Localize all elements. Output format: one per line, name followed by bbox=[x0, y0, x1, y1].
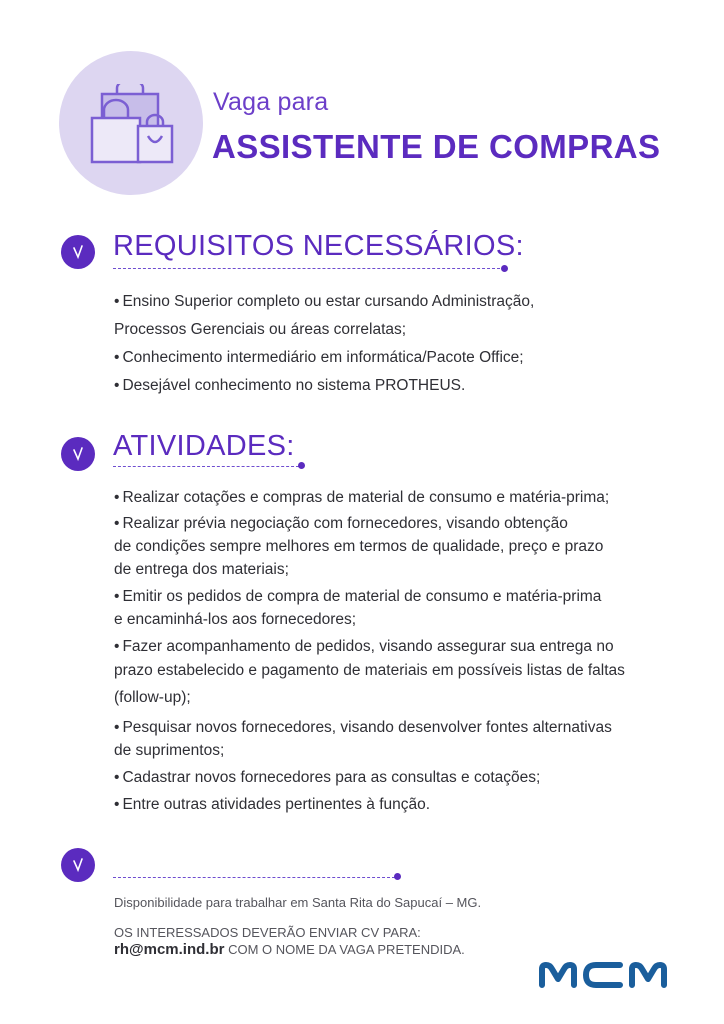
shopping-bags-icon bbox=[84, 84, 180, 168]
divider-dot bbox=[394, 873, 401, 880]
divider-footer bbox=[113, 877, 395, 878]
requisitos-list bbox=[114, 288, 534, 400]
list-item: • Fazer acompanhamento de pedidos, visando assegurar sua entrega no prazo estabelecido e pagamento de materiais em possíveis listas de faltas (follow-up); bbox=[114, 638, 625, 706]
divider-atividades bbox=[113, 466, 299, 467]
mcm-logo bbox=[538, 961, 672, 989]
check-badge-footer bbox=[61, 848, 95, 882]
list-item: • Pesquisar novos fornecedores, visando desenvolver fontes alternativas de suprimentos; bbox=[114, 719, 612, 759]
divider-dot bbox=[501, 265, 508, 272]
check-badge-requisitos bbox=[61, 235, 95, 269]
divider-dot bbox=[298, 462, 305, 469]
check-badge-atividades bbox=[61, 437, 95, 471]
list-item: • Realizar cotações e compras de material de consumo e matéria-prima; bbox=[114, 489, 610, 506]
availability-note: Disponibilidade para trabalhar em Santa Rita do Sapucaí – MG. bbox=[114, 895, 482, 910]
job-title: ASSISTENTE DE COMPRAS bbox=[212, 128, 661, 165]
job-subtitle: Vaga para bbox=[213, 88, 329, 116]
atividades-list bbox=[114, 486, 625, 816]
list-item: • Conhecimento intermediário em informática/Pacote Office; bbox=[114, 349, 524, 366]
list-item: • Cadastrar novos fornecedores para as consultas e cotações; bbox=[114, 769, 541, 786]
list-item: • Realizar prévia negociação com fornecedores, visando obtenção de condições sempre melhores em termos de qualidade, preço e prazo de entrega dos materiais; bbox=[114, 515, 604, 578]
check-icon bbox=[70, 244, 86, 260]
section-title-requisitos: REQUISITOS NECESSÁRIOS: bbox=[113, 230, 524, 262]
list-item: • Entre outras atividades pertinentes à função. bbox=[114, 796, 431, 813]
application-contact bbox=[114, 941, 465, 958]
check-icon bbox=[70, 446, 86, 462]
divider-requisitos bbox=[113, 268, 505, 269]
section-title-atividades: ATIVIDADES: bbox=[113, 430, 295, 462]
list-item: • Desejável conhecimento no sistema PROTHEUS. bbox=[114, 377, 466, 394]
list-item: • Ensino Superior completo ou estar cursando Administração, Processos Gerenciais ou áreas correlatas; bbox=[114, 293, 535, 338]
check-icon bbox=[70, 857, 86, 873]
email-suffix: COM O NOME DA VAGA PRETENDIDA. bbox=[224, 942, 465, 957]
application-instructions: OS INTERESSADOS DEVERÃO ENVIAR CV PARA: bbox=[114, 925, 421, 940]
contact-email-link[interactable]: rh@mcm.ind.br bbox=[114, 941, 225, 958]
list-item: • Emitir os pedidos de compra de material de consumo e matéria-prima e encaminhá-los aos fornecedores; bbox=[114, 588, 602, 628]
